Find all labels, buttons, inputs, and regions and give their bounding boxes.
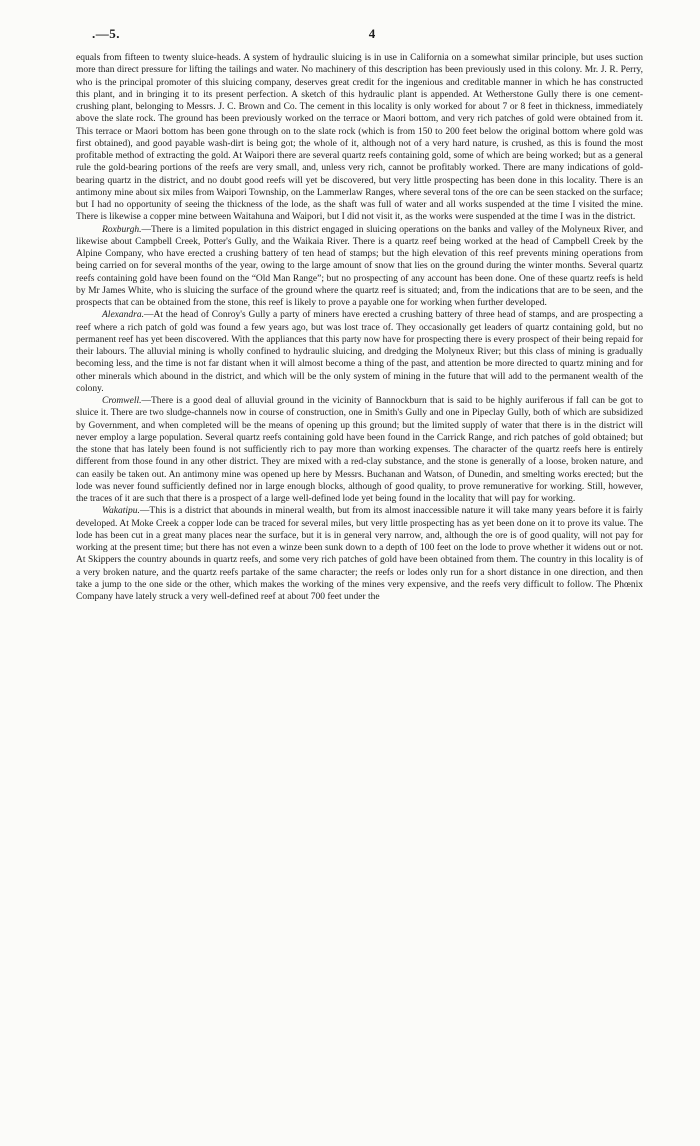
- page-number: 4: [368, 26, 376, 41]
- page-header: [92, 26, 652, 44]
- paragraph-cromwell: [76, 395, 643, 505]
- paragraph-waipori: [76, 52, 643, 224]
- paragraph-text: —At the head of Conroy's Gully a party of miners have erected a crushing battery of three head of stamps, and are prospecting a reef where a rich patch of gold was found a few years ago, but was lost trace of. They occasionally get leaders of quartz containing gold, but no permanent reef has yet been discovered. With the appliances that this party now have for prospecting there is every prospect of their being repaid for their labours. The alluvial mining is wholly confined to hydraulic sluicing, and dredging the Molyneux River; but this class of mining is gradually becoming less, and the time is not far distant when it will almost become a thing of the past, and attention be more directed to quartz mining and for other minerals which abound in the district, and which will be the only system of mining in the future that will add to the permanent wealth of the colony.: [76, 310, 643, 394]
- report-reference: .—5.: [92, 26, 120, 41]
- section-heading-cromwell: Cromwell.: [102, 396, 142, 406]
- paragraph-text: equals from fifteen to twenty sluice-heads. A system of hydraulic sluicing is in use in California on a somewhat similar principle, but uses suction more than direct pressure for lifting the tailings and water. No machinery of this description has been previously used in this colony. Mr. J. R. Perry, who is the principal promoter of this sluicing company, deserves great credit for the ingenious and creditable manner in which he has constructed this plant, and in bringing it to its present perfection. A sketch of this hydraulic plant is appended. At Wetherstone Gully there is one cement-crushing plant, belonging to Messrs. J. C. Brown and Co. The cement in this locality is only worked for about 7 or 8 feet in thickness, immediately above the slate rock. The ground has been previously worked on the terrace or Maori bottom, and very rich patches of gold were obtained from it. This terrace or Maori bottom has been gone through on to the slate rock (which is from 150 to 200 feet below the original bottom where gold was first obtained), and good payable wash-dirt is being got; the whole of it, although not of a very hard nature, is crushed, as this is found the most profitable method of extracting the gold. At Waipori there are several quartz reefs containing gold, some of which are being worked; but as a general rule the gold-bearing portions of the reefs are very small, and, unless very rich, cannot be profitably worked. There are many indications of gold-bearing quartz in the district, and no doubt good reefs will yet be discovered, but very little prospecting has been done in this locality. There is an antimony mine about six miles from Waipori Township, on the Lammerlaw Ranges, where several tons of the ore can be seen stacked on the surface; but I had no opportunity of seeing the thickness of the lode, as the shaft was full of water and all works suspended at the time I visited the mine. There is likewise a copper mine between Waitahuna and Waipori, but I did not visit it, as the works were suspended at the time I was in the district.: [76, 53, 643, 223]
- paragraph-wakatipu: [76, 505, 643, 603]
- section-heading-wakatipu: Wakatipu.: [102, 506, 140, 517]
- paragraph-text: —There is a limited population in this district engaged in sluicing operations on the banks and valley of the Molyneux River, and likewise about Campbell Creek, Potter's Gully, and the Waikaia River. There is a quartz reef being worked at the head of Campbell Creek by the Alpine Company, who have erected a crushing battery of ten head of stamps; but the high elevation of this reef prevents mining operations from being carried on for several months of the year, owing to the large amount of snow that lies on the ground during the winter months. Several quartz reefs containing gold have been found on the “Old Man Range”; but no prospecting of any account has been done. One of these quartz reefs is held by Mr James White, who is sluicing the surface of the ground where the quartz reef is situated; and, from the indications that are to be seen, and the prospects that can be obtained from the stone, this reef is likely to prove a payable one for working when further developed.: [76, 224, 643, 308]
- paragraph-text: —This is a district that abounds in mineral wealth, but from its almost inaccessible nature it will take many years before it is fairly developed. At Moke Creek a copper lode can be traced for several miles, but very little prospecting has as yet been done on it to prove its value. The lode has been cut in a great many places near the surface, but it is in general very narrow, and, although the ore is of good quality, will not pay for working at the present time; but there has not even a winze been sunk down to a depth of 100 feet on the lode to prove whether it widens out or not. At Skippers the country abounds in quartz reefs, and some very rich patches of gold have been obtained from them. The country in this locality is of a very broken nature, and the quartz reefs partake of the same character; the reefs or lodes only run for a short distance in one direction, and then take a jump to the one side or the other, which makes the working of the mines very expensive, and the reefs very difficult to follow. The Phœnix Company have lately struck a very well-defined reef at about 700 feet under the: [76, 506, 643, 602]
- paragraph-text: —There is a good deal of alluvial ground in the vicinity of Bannockburn that is said to be highly auriferous if fall can be got to sluice it. There are two sludge-channels now in course of construction, one in Smith's Gully and one in Pipeclay Gully, both of which are subsidized by Government, and when completed will be the means of opening up this ground; but the limited supply of water that there is in the district will never employ a large population. Several quartz reefs containing gold have been found in the Carrick Range, and rich patches of gold obtained; but the stone that has lately been found is not sufficiently rich to pay more than working expenses. The character of the quartz reefs here is entirely different from those found in any other district. They are mixed with a red-clay substance, and the stone is generally of a loose, broken nature, and can easily be taken out. An antimony mine was opened up here by Messrs. Buchanan and Watson, of Dunedin, and smelting works erected; but the lode was never found sufficiently defined nor in large enough blocks, although of good quality, to prove remunerative for working. Still, however, the traces of it are such that there is a prospect of a large well-defined lode yet being found in the locality that will pay for working.: [76, 396, 643, 504]
- report-body: [76, 52, 643, 603]
- section-heading-roxburgh: Roxburgh.: [102, 224, 142, 235]
- paragraph-alexandra: [76, 309, 643, 395]
- section-heading-alexandra: Alexandra.: [102, 310, 144, 321]
- paragraph-roxburgh: [76, 224, 643, 310]
